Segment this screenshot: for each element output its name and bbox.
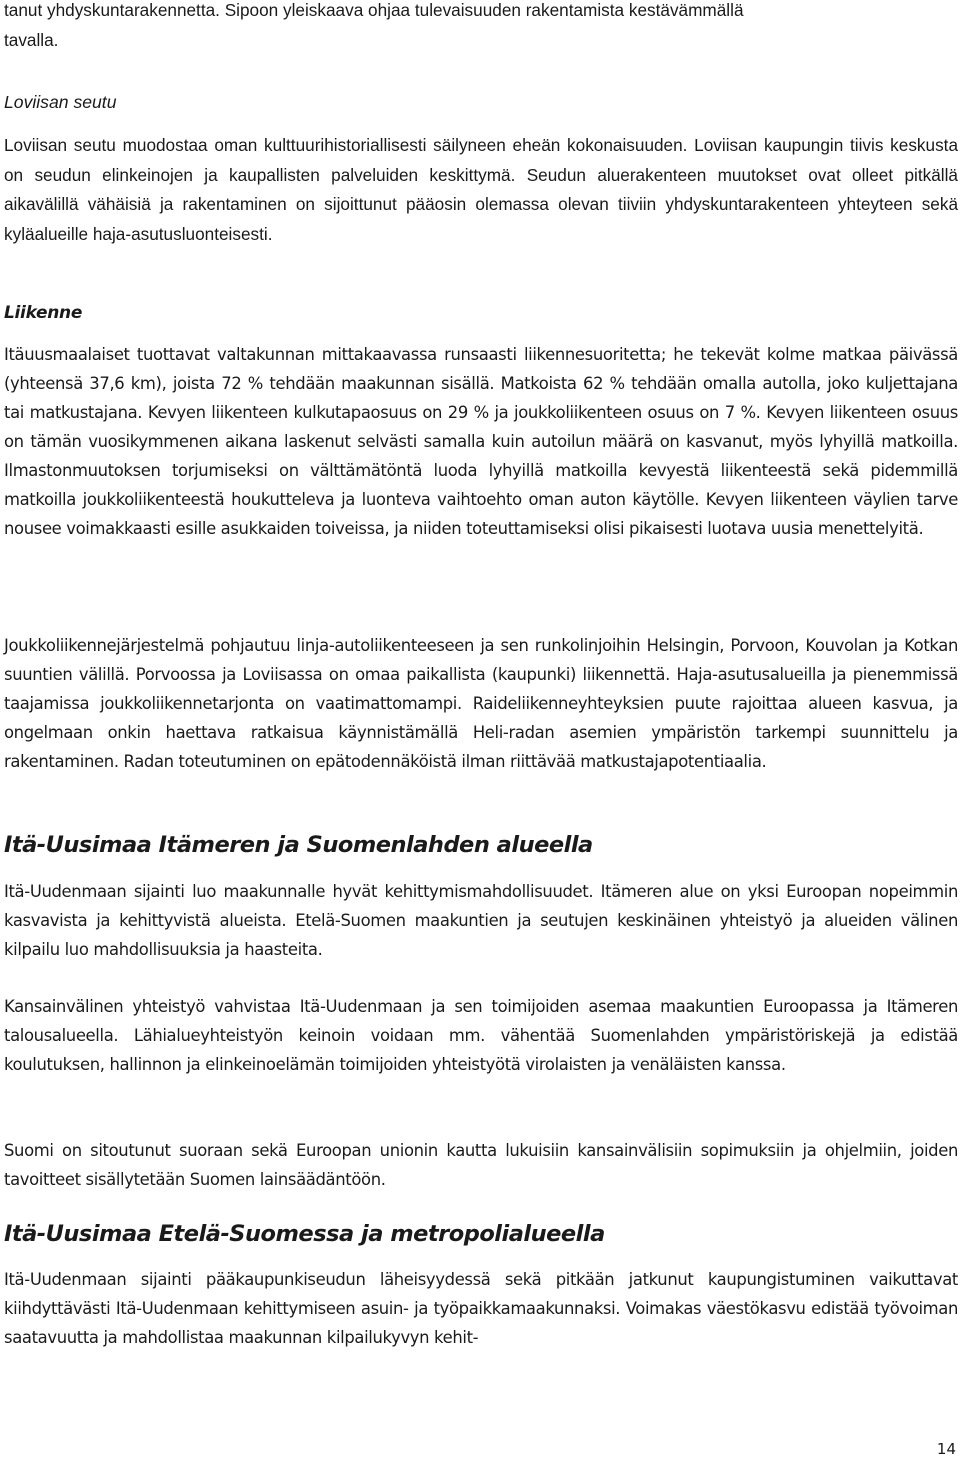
itameri-paragraph-3: Suomi on sitoutunut suoraan sekä Euroopan unionin kautta lukuisiin kansainvälisiin sopimuksiin ja ohjelmiin, joiden tavoitteet sisällytetään Suomen lainsäädäntöön. xyxy=(4,1141,958,1189)
loviisa-paragraph: Loviisan seutu muodostaa oman kulttuurihistoriallisesti säilyneen eheän kokonaisuuden. Loviisan kaupungin tiivis keskusta on seudun elinkeinojen ja kaupallisten palveluiden keskittymä. Seudun aluerakenteen muutokset ovat olleet pitkällä aikavälillä vähäisiä ja rakentaminen on sijoittunut pääosin olemassa olevan tiiviin yhdyskuntarakenteen yhteyteen sekä kyläalueille haja-asutusluonteisesti. xyxy=(4,135,958,244)
itameri-paragraph-1: Itä-Uudenmaan sijainti luo maakunnalle hyvät kehittymismahdollisuudet. Itämeren alue on yksi Euroopan nopeimmin kasvavista ja kehittyvistä alueista. Etelä-Suomen maakuntien ja seutujen keskinäinen yhteistyö ja alueiden välinen kilpailu luo mahdollisuuksia ja haasteita. xyxy=(4,882,958,959)
metropoli-paragraph-1: Itä-Uudenmaan sijainti pääkaupunkiseudun läheisyydessä sekä pitkään jatkunut kaupungistuminen vaikuttavat kiihdyttävästi Itä-Uudenmaan kehittymiseen asuin- ja työpaikkamaakunnaksi. Voimakas väestökasvu edistää työvoiman saatavuutta ja mahdollistaa maakunnan kilpailukyvyn kehit- xyxy=(4,1270,958,1347)
liikenne-paragraph-2: Joukkoliikennejärjestelmä pohjautuu linja-autoliikenteeseen ja sen runkolinjoihin Helsingin, Porvoon, Kouvolan ja Kotkan suuntien välillä. Porvoossa ja Loviisassa on omaa paikallista (kaupunki) liikennettä. Haja-asutusalueilla ja pienemmissä taajamissa joukkoliikennetarjonta on vaatimattomampi. Raideliikenneyhteyksien puute rajoittaa alueen kasvua, ja ongelmaan onkin haettava ratkaisua käynnistämällä Heli-radan asemien ympäristön tarkempi suunnittelu ja rakentaminen. Radan toteutuminen on epätodennäköistä ilman riittävää matkustajapotentiaalia. xyxy=(4,636,958,771)
liikenne-heading: Liikenne xyxy=(4,303,83,323)
itameri-paragraph-2: Kansainvälinen yhteistyö vahvistaa Itä-Uudenmaan ja sen toimijoiden asemaa maakuntien Euroopassa ja Itämeren talousalueella. Lähialueyhteistyön keinoin voidaan mm. vähentää Suomenlahden ympäristöriskejä ja edistää koulutuksen, hallinnon ja elinkeinoelämän toimijoiden yhteistyötä virolaisten ja venäläisten kanssa. xyxy=(4,997,958,1074)
intro-line-2: tavalla. xyxy=(4,29,59,50)
liikenne-paragraph-1: Itäuusmaalaiset tuottavat valtakunnan mittakaavassa runsaasti liikennesuoritetta; he tekevät kolme matkaa päivässä (yhteensä 37,6 km), joista 72 % tehdään maakunnan sisällä. Matkoista 62 % tehdään omalla autolla, joko kuljettajana tai matkustajana. Kevyen liikenteen kulkutapaosuus on 29 % ja joukkoliikenteen osuus on 7 %. Kevyen liikenteen osuus on tämän vuosikymmenen aikana laskenut selvästi samalla kuin autoilun määrä on kasvanut, myös lyhyillä matkoilla. Ilmastonmuutoksen torjumiseksi on välttämätöntä luoda lyhyillä matkoilla kevyestä liikenteestä sekä pidemmillä matkoilla joukkoliikenteestä houkutteleva ja luonteva vaihtoehto oman auton käytölle. Kevyen liikenteen väylien tarve nousee voimakkaasti esille asukkaiden toiveissa, ja niiden toteuttamiseksi olisi pikaisesti luotava uusia menettelyitä. xyxy=(4,345,958,538)
loviisa-heading: Loviisan seutu xyxy=(4,92,117,112)
intro-line-1: tanut yhdyskuntarakennetta. Sipoon yleiskaava ohjaa tulevaisuuden rakentamista kestävämmällä xyxy=(4,0,744,20)
intro-paragraph xyxy=(4,0,958,55)
itameri-heading: Itä-Uusimaa Itämeren ja Suomenlahden alueella xyxy=(4,832,593,858)
page-number: 14 xyxy=(936,1440,956,1458)
metropoli-heading: Itä-Uusimaa Etelä-Suomessa ja metropolialueella xyxy=(4,1221,605,1247)
